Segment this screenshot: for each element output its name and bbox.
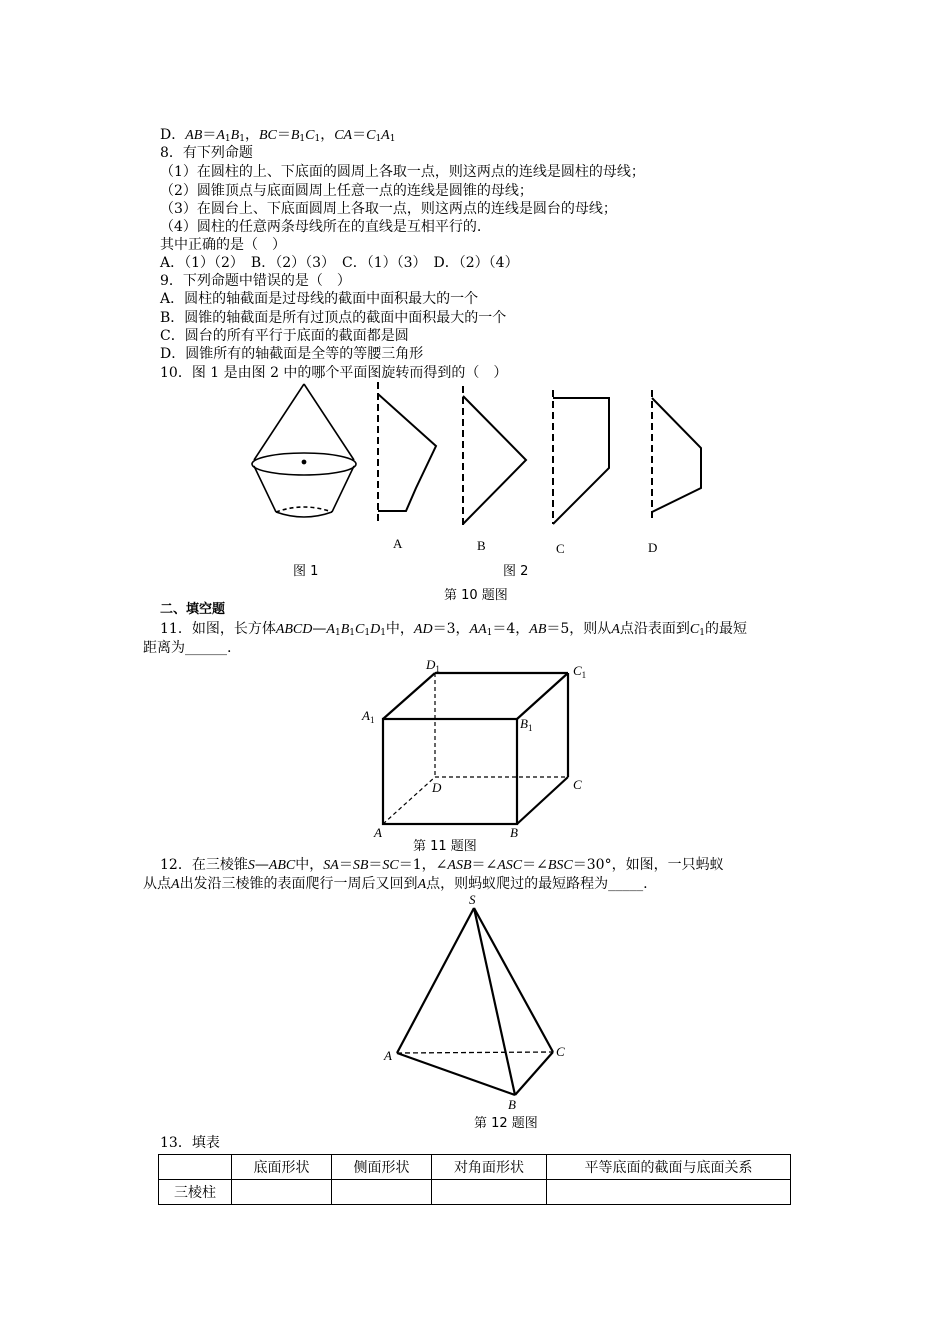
table-cell[interactable] — [547, 1180, 791, 1205]
label-d: D — [432, 780, 442, 795]
fig1-solid — [252, 384, 356, 517]
table-row — [159, 1180, 791, 1205]
table-header-cell: 平等底面的截面与底面关系 — [547, 1155, 791, 1180]
table-header-cell: 对角面形状 — [432, 1155, 547, 1180]
label-d1: $D_1$ — [426, 657, 440, 674]
option-label-c: C — [556, 541, 565, 556]
q11-figure-caption: 第 11 题图 — [413, 839, 477, 854]
q11-figure — [360, 655, 600, 845]
label-s: S — [469, 892, 476, 907]
q8-options: A．（1）（2） B．（2）（3） C．（1）（3） D．（2）（4） — [160, 255, 519, 271]
fig1-caption: 图 1 — [293, 564, 319, 579]
q8-item-2: （2）圆锥顶点与底面圆周上任意一点的连线是圆锥的母线； — [160, 183, 533, 199]
fig2-option-a-shape — [378, 382, 436, 522]
q8-prompt: 其中正确的是（ ） — [160, 237, 286, 253]
q8-item-4: （4）圆柱的任意两条母线所在的直线是互相平行的. — [160, 219, 482, 235]
option-label-a: A — [393, 536, 403, 551]
table-header-cell: 侧面形状 — [332, 1155, 432, 1180]
fig2-option-b-shape — [463, 386, 526, 526]
q10-figure — [240, 380, 720, 570]
q11-line1: 11．如图，长方体$ABCD—A_1B_1C_1D_1$中，AD＝3，$AA_1=4$，AB＝5，则从A点沿表面到$C_1$的最短 — [160, 621, 747, 638]
q8-item-1: （1）在圆柱的上、下底面的圆周上各取一点，则这两点的连线是圆柱的母线； — [160, 164, 645, 180]
q13-stem: 13．填表 — [160, 1135, 220, 1151]
label-c: C — [573, 777, 582, 792]
table-cell[interactable] — [432, 1180, 547, 1205]
q9-stem: 9．下列命题中错误的是（ ） — [160, 273, 351, 289]
q9-option-a: A．圆柱的轴截面是过母线的截面中面积最大的一个 — [160, 291, 479, 307]
q12-line2: 从点A出发沿三棱锥的表面爬行一周后又回到A点，则蚂蚁爬过的最短路程为_____. — [143, 876, 648, 892]
q10-stem: 10．图 1 是由图 2 中的哪个平面图旋转而得到的（ ） — [160, 365, 508, 381]
fig2-caption: 图 2 — [503, 564, 529, 579]
table-cell[interactable] — [332, 1180, 432, 1205]
table-header-cell — [159, 1155, 232, 1180]
table-row-header: 三棱柱 — [159, 1180, 232, 1205]
q8-item-3: （3）在圆台上、下底面圆周上各取一点，则这两点的连线是圆台的母线； — [160, 201, 617, 217]
label-b1: $B_1$ — [520, 716, 533, 733]
q9-option-c: C．圆台的所有平行于底面的截面都是圆 — [160, 328, 409, 344]
q10-figure-caption: 第 10 题图 — [444, 588, 508, 603]
table-header-cell: 底面形状 — [232, 1155, 332, 1180]
label-b: B — [510, 825, 518, 840]
table-header-row — [159, 1155, 791, 1180]
fig2-option-d-shape — [652, 390, 701, 518]
q12-line1: 12．在三棱锥S—ABC中，SA＝SB＝SC＝1，∠ASB＝∠ASC＝∠BSC＝30°，如图，一只蚂蚁 — [160, 857, 724, 873]
option-label-d: D — [648, 540, 658, 555]
q8-stem: 8．有下列命题 — [160, 145, 253, 161]
label-c: C — [556, 1044, 565, 1059]
q13-table — [158, 1154, 791, 1205]
option-label-b: B — [477, 538, 486, 553]
q11-line2: 距离为______. — [143, 640, 232, 656]
q9-option-d: D．圆锥所有的轴截面是全等的等腰三角形 — [160, 346, 424, 362]
q9-option-b: B．圆锥的轴截面是所有过顶点的截面中面积最大的一个 — [160, 310, 507, 326]
q12-figure — [380, 893, 580, 1115]
table-cell[interactable] — [232, 1180, 332, 1205]
q7-option-d: D．$AB=A_1B_1$，$BC=B_1C_1$，$CA=C_1A_1$ — [160, 127, 396, 144]
q12-figure-caption: 第 12 题图 — [474, 1116, 538, 1131]
label-a: A — [384, 1048, 392, 1063]
label-c1: $C_1$ — [573, 663, 587, 680]
fig2-option-c-shape — [553, 390, 609, 524]
section-title: 二、填空题 — [160, 602, 226, 617]
label-b: B — [508, 1097, 516, 1112]
label-a1: $A_1$ — [362, 708, 375, 725]
label-a: A — [374, 825, 382, 840]
